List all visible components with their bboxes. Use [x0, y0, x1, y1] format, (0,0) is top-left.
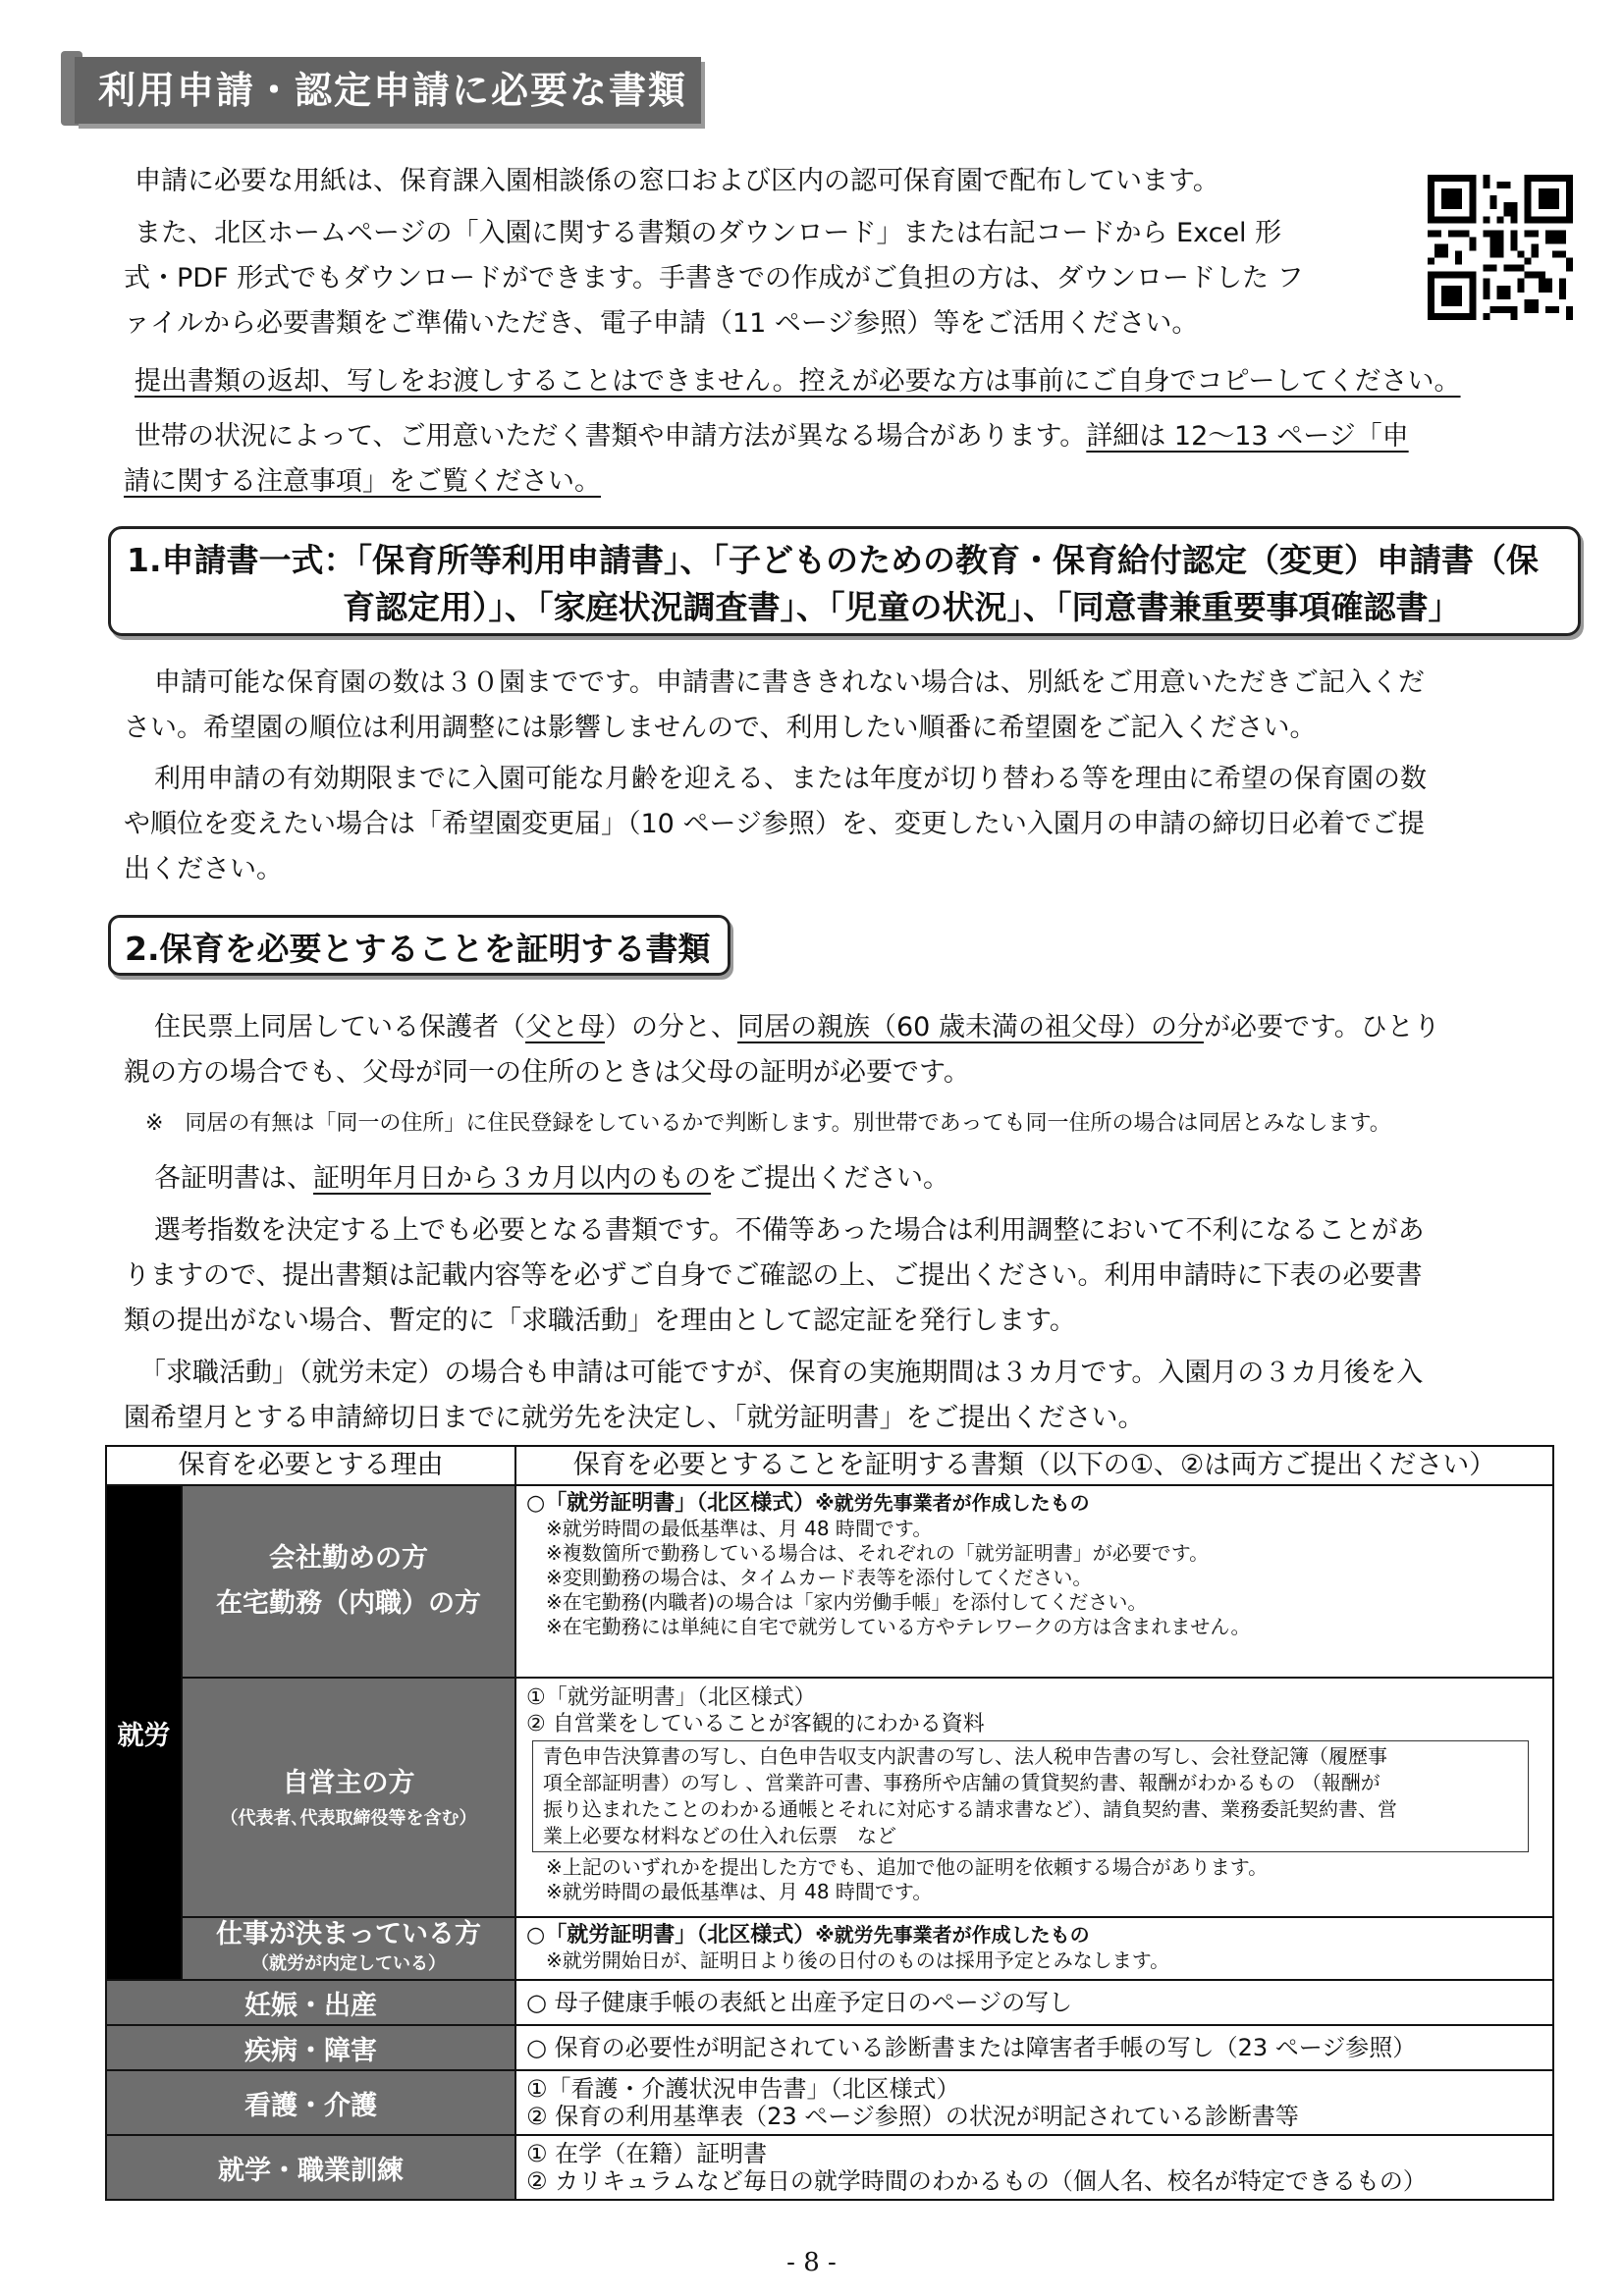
table-header-documents: 保育を必要とすることを証明する書類（以下の①、②は両方ご提出ください）: [515, 1446, 1553, 1485]
company-worker-documents: [515, 1485, 1553, 1678]
employment-certificate: ○「就労証明書」（北区様式）: [526, 1491, 816, 1516]
decided-label-line-2: （就労が内定している）: [251, 1953, 446, 1974]
details-link: 詳細は 12～13 ページ「申: [1086, 421, 1409, 452]
self-item-1: ①「就労証明書」（北区様式）: [526, 1685, 816, 1710]
section-2-paragraph-4-line-2: 園希望月とする申請締切日までに就労先を決定し、「就労証明書」をご提出ください。: [124, 1403, 1145, 1433]
table-header-reason: 保育を必要とする理由: [106, 1446, 515, 1485]
intro-paragraph-2-line-2: 式・PDF 形式でもダウンロードができます。手書きでの作成がご負担の方は、ダウンロードした フ: [124, 263, 1304, 294]
text: をご提出ください。: [711, 1163, 949, 1194]
care-item-1: ①「看護・介護状況申告書」（北区様式）: [526, 2075, 960, 2103]
title-banner: [61, 47, 701, 132]
section-1-paragraph-2-line-1: 利用申請の有効期限までに入園可能な月齢を迎える、または年度が切り替わる等を理由に希望の保育園の数: [154, 764, 1427, 794]
section-2-heading-box: [108, 915, 730, 976]
section-2-paragraph-3-line-2: りますので、提出書類は記載内容等を必ずご自身でご確認の上、ご提出ください。利用申請時に下表の必要書: [124, 1260, 1423, 1291]
table-note: ※就労時間の最低基準は、月 48 時間です。: [546, 1517, 933, 1540]
intro-paragraph-4-line-1: [135, 414, 1409, 459]
evidence-line: 業上必要な材料などの仕入れ伝票 など: [543, 1824, 896, 1847]
illness-documents: ○ 保育の必要性が明記されている診断書または障害者手帳の写し（23 ページ参照）: [515, 2025, 1553, 2070]
section-2-paragraph-1-line-2: 親の方の場合でも、父母が同一の住所のときは父母の証明が必要です。: [124, 1057, 970, 1088]
section-2-paragraph-3-line-3: 類の提出がない場合、暫定的に「求職活動」を理由として認定証を発行します。: [124, 1306, 1076, 1336]
section-2-paragraph-1-line-1: [154, 1005, 1440, 1050]
company-worker-label: [182, 1485, 515, 1678]
section-2-paragraph-4-line-1: 「求職活動」（就労未定）の場合も申請は可能ですが、保育の実施期間は３カ月です。入園月の３カ月後を入: [139, 1358, 1424, 1388]
qr-code[interactable]: [1428, 175, 1573, 320]
job-decided-label: [182, 1917, 515, 1980]
intro-paragraph-1: 申請に必要な用紙は、保育課入園相談係の窓口および区内の認可保育園で配布しています。: [135, 166, 1219, 196]
job-decided-documents: [515, 1917, 1553, 1980]
table-note: ※上記のいずれかを提出した方でも、追加で他の証明を依頼する場合があります。: [546, 1855, 1269, 1879]
intro-paragraph-2-line-1: また、北区ホームページの「入園に関する書類のダウンロード」または右記コードから Excel 形: [135, 218, 1282, 248]
parents-emphasis: 父と母: [525, 1012, 605, 1042]
return-notice: 提出書類の返却、写しをお渡しすることはできません。控えが必要な方は事前にご自身でコピーしてください。: [135, 366, 1461, 397]
work-category-label: 就労: [106, 1485, 182, 1980]
cohabitation-note: ※ 同居の有無は「同一の住所」に住民登録をしているかで判断します。別世帯であっても同一住所の場合は同居とみなします。: [145, 1111, 1391, 1136]
study-label: 就学・職業訓練: [106, 2135, 515, 2200]
self-employed-evidence-box: [532, 1740, 1529, 1852]
text: 各証明書は、: [154, 1163, 313, 1194]
self-employed-documents: [515, 1678, 1553, 1917]
intro-paragraph-4-text: 世帯の状況によって、ご用意いただく書類や申請方法が異なる場合があります。: [135, 421, 1087, 452]
section-2-heading: 2.保育を必要とすることを証明する書類: [125, 930, 711, 968]
section-1-paragraph-1-line-1: 申請可能な保育園の数は３０園までです。申請書に書ききれない場合は、別紙をご用意いただきご記入くだ: [154, 667, 1425, 698]
section-2-paragraph-3-line-1: 選考指数を決定する上でも必要となる書類です。不備等あった場合は利用調整において不利になることがあ: [154, 1215, 1425, 1246]
required-documents-table: [105, 1445, 1554, 2201]
caregiving-documents: [515, 2070, 1553, 2135]
self-employed-label: [182, 1678, 515, 1917]
section-2-paragraph-2: [154, 1156, 949, 1201]
table-note: ※複数箇所で勤務している場合は、それぞれの「就労証明書」が必要です。: [546, 1541, 1210, 1565]
section-1-heading-box: [108, 526, 1581, 636]
validity-emphasis: 証明年月日から３カ月以内のもの: [313, 1163, 711, 1194]
study-item-2: ② カリキュラムなど毎日の就学時間のわかるもの（個人名、校名が特定できるもの）: [526, 2167, 1427, 2195]
pregnancy-documents: ○ 母子健康手帳の表紙と出産予定日のページの写し: [515, 1980, 1553, 2025]
employment-certificate: ○「就労証明書」（北区様式）: [526, 1923, 816, 1948]
section-1-paragraph-2-line-2: や順位を変えたい場合は「希望園変更届」（10 ページ参照）を、変更したい入園月の申請の締切日必着でご提: [124, 809, 1425, 839]
self-label-line-2: （代表者､代表取締役等を含む）: [220, 1808, 477, 1829]
evidence-line: 振り込まれたことのわかる通帳とそれに対応する請求書など）、請負契約書、業務委託契約書、営: [543, 1797, 1397, 1821]
company-label-line-1: 会社勤めの方: [269, 1543, 428, 1574]
evidence-line: 青色申告決算書の写し、白色申告収支内訳書の写し、法人税申告書の写し、会社登記簿（履歴事: [543, 1744, 1387, 1768]
decided-label-line-1: 仕事が決まっている方: [216, 1919, 481, 1949]
text: が必要です。ひとり: [1203, 1012, 1440, 1042]
page-title: 利用申請・認定申請に必要な書類: [98, 69, 688, 112]
page-number: - 8 -: [786, 2248, 837, 2277]
study-documents: [515, 2135, 1553, 2200]
employer-note: ※就労先事業者が作成したもの: [815, 1923, 1090, 1947]
self-item-2: ② 自営業をしていることが客観的にわかる資料: [526, 1712, 985, 1736]
study-item-1: ① 在学（在籍）証明書: [526, 2140, 768, 2167]
intro-paragraph-4-line-2: 請に関する注意事項」をご覧ください。: [124, 466, 601, 497]
table-note: ※在宅勤務(内職者)の場合は「家内労働手帳」を添付してください。: [546, 1590, 1148, 1614]
relatives-emphasis: 同居の親族（60 歳未満の祖父母）の分: [737, 1012, 1204, 1042]
evidence-line: 項全部証明書）の写し 、営業許可書、事務所や店舗の賃貸契約書、報酬がわかるもの （報酬が: [543, 1771, 1380, 1794]
text: ）の分と、: [605, 1012, 737, 1042]
table-note: ※就労開始日が、証明日より後の日付のものは採用予定とみなします。: [546, 1949, 1170, 1972]
self-label-line-1: 自営主の方: [282, 1768, 415, 1798]
table-note: ※在宅勤務には単純に自宅で就労している方やテレワークの方は含まれません。: [546, 1615, 1251, 1638]
section-1-paragraph-1-line-2: さい。希望園の順位は利用調整には影響しませんので、利用したい順番に希望園をご記入ください。: [124, 713, 1317, 743]
section-1-paragraph-2-line-3: 出ください。: [124, 854, 283, 884]
employer-note: ※就労先事業者が作成したもの: [815, 1491, 1090, 1515]
pregnancy-label: 妊娠・出産: [106, 1980, 515, 2025]
care-item-2: ② 保育の利用基準表（23 ページ参照）の状況が明記されている診断書等: [526, 2103, 1299, 2130]
caregiving-label: 看護・介護: [106, 2070, 515, 2135]
company-label-line-2: 在宅勤務（内職）の方: [216, 1588, 481, 1619]
illness-label: 疾病・障害: [106, 2025, 515, 2070]
intro-paragraph-2-line-3: ァイルから必要書類をご準備いただき、電子申請（11 ページ参照）等をご活用ください。: [124, 308, 1199, 339]
section-1-heading-line-2: 育認定用）」、「家庭状況調査書」、「児童の状況」、「同意書兼重要事項確認書」: [343, 588, 1461, 626]
section-1-heading-line-1: 1.申請書一式：「保育所等利用申請書」、「子どものための教育・保育給付認定（変更）申請書（保: [127, 541, 1539, 579]
table-note: ※就労時間の最低基準は、月 48 時間です。: [546, 1880, 933, 1903]
text: 住民票上同居している保護者（: [154, 1012, 525, 1042]
table-note: ※変則勤務の場合は、タイムカード表等を添付してください。: [546, 1566, 1093, 1589]
